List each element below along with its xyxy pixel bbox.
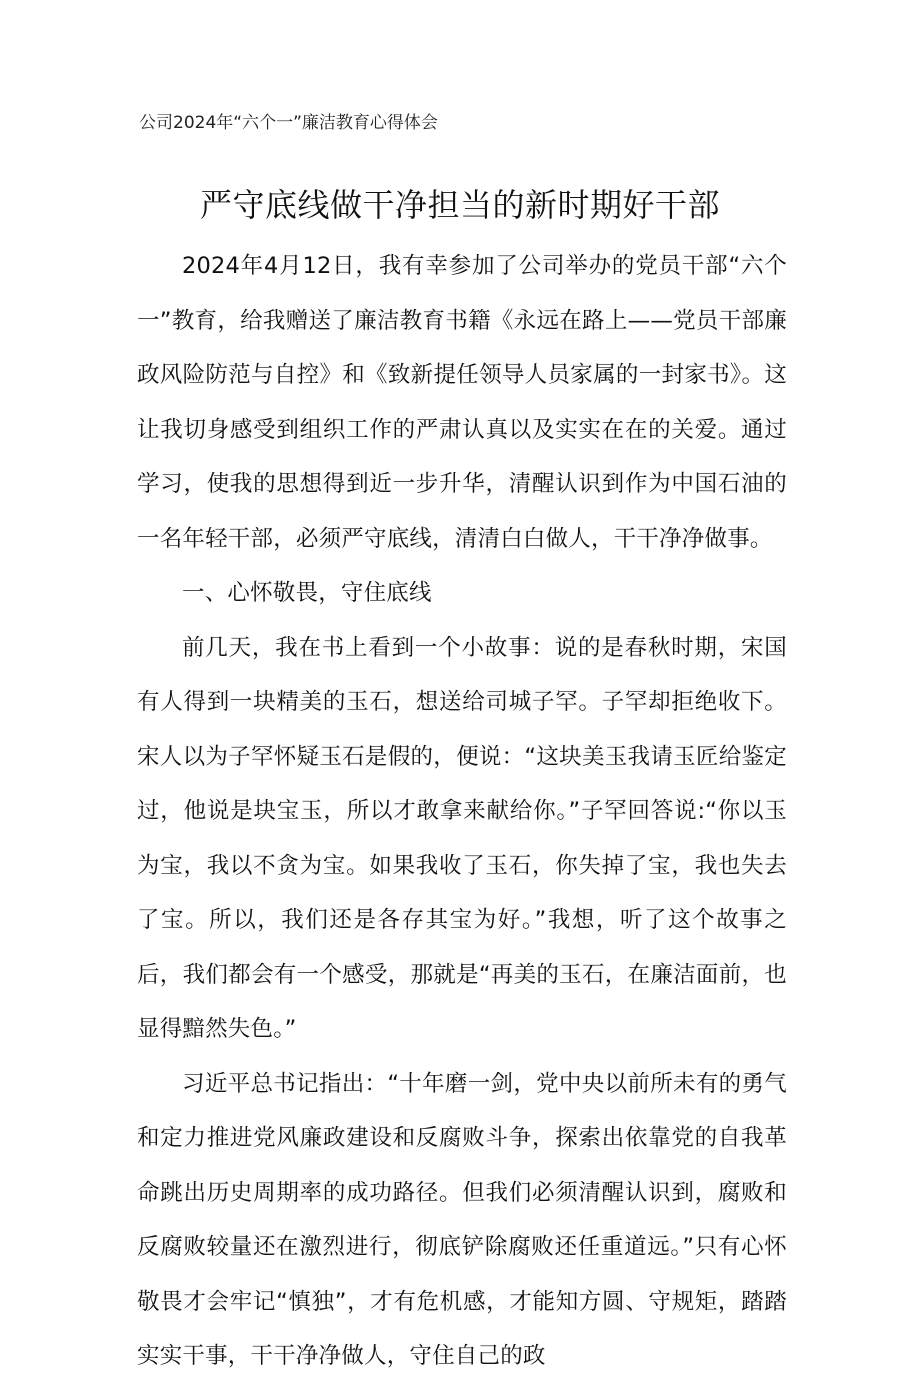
paragraph-intro: 2024年4月12日，我有幸参加了公司举办的党员干部“六个一”教育，给我赠送了廉洁教育书籍《永远在路上——党员干部廉政风险防范与自控》和《致新提任领导人员家属的一封家书》。这让我切身感受到组织工作的严肃认真以及实实在在的关爱。通过学习，使我的思想得到近一步升华，清醒认识到作为中国石油的一名年轻干部，必须严守底线，清清白白做人，干干净净做事。 [137,253,787,552]
document-title: 严守底线做干净担当的新时期好干部 [199,186,720,224]
section-heading: 一、心怀敬畏，守住底线 [182,580,432,606]
document-header: 公司2024年“六个一”廉洁教育心得体会 [139,113,438,133]
document-body [137,239,787,1384]
paragraph-quote: 习近平总书记指出：“十年磨一剑，党中央以前所未有的勇气和定力推进党风廉政建设和反腐败斗争，探索出依靠党的自我革命跳出历史周期率的成功路径。但我们必须清醒认识到，腐败和反腐败较量还在激烈进行，彻底铲除腐败还任重道远。”只有心怀敬畏才会牢记“慎独”，才有危机感，才能知方圆、守规矩，踏踏实实干事，干干净净做人，守住自己的政 [137,1070,787,1369]
paragraph-story: 前几天，我在书上看到一个小故事：说的是春秋时期，宋国有人得到一块精美的玉石，想送给司城子罕。子罕却拒绝收下。宋人以为子罕怀疑玉石是假的，便说：“这块美玉我请玉匠给鉴定过，他说是块宝玉，所以才敢拿来献给你。”子罕回答说:“你以玉为宝，我以不贪为宝。如果我收了玉石，你失掉了宝，我也失去了宝。所以，我们还是各存其宝为好。”我想，听了这个故事之后，我们都会有一个感受，那就是“再美的玉石，在廉洁面前，也显得黯然失色。” [137,634,787,1042]
